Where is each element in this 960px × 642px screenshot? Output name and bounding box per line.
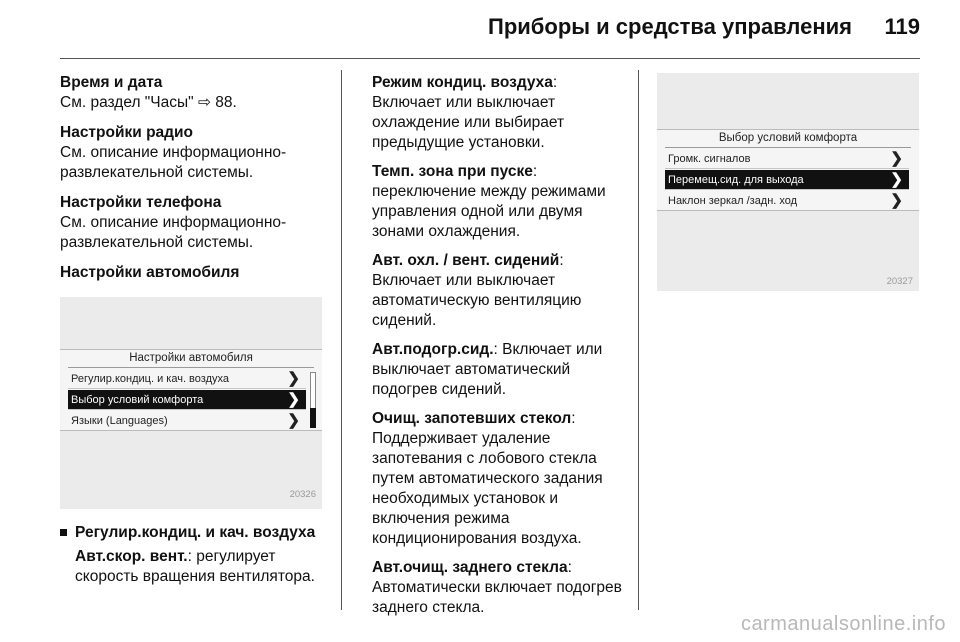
header-rule [60, 58, 920, 59]
display-panel [657, 129, 919, 211]
definition-item [372, 409, 628, 549]
menu-row [68, 411, 306, 431]
section-vehicle-settings [60, 263, 328, 283]
bullet-item [60, 523, 328, 543]
menu-row-label: Наклон зеркал /задн. ход [668, 195, 798, 207]
bullet-heading: Регулир.кондиц. и кач. воздуха [75, 524, 316, 541]
definition-term: Авт.скор. вент. [75, 548, 188, 565]
chevron-right-icon: ❯ [287, 412, 300, 429]
image-code: 20326 [289, 489, 316, 500]
chevron-right-icon: ❯ [287, 391, 300, 408]
menu-row-label: Громк. сигналов [668, 153, 751, 165]
definition-text: : Включает или выключает охлаждение или выбирает предыдущие установки. [372, 74, 565, 151]
section-phone-settings [60, 193, 328, 253]
chevron-right-icon: ❯ [287, 370, 300, 387]
screen-title: Настройки автомобиля [68, 350, 314, 368]
section-time-date [60, 73, 328, 113]
watermark: carmanualsonline.info [740, 613, 946, 635]
page-number: 119 [884, 14, 920, 39]
bullet-square-icon [60, 529, 67, 536]
definition-term: Режим кондиц. воздуха [372, 74, 553, 91]
display-panel [60, 349, 322, 431]
definition-text: : переключение между режимами управления одной или двумя зонами охлаждения. [372, 163, 606, 240]
definition-text: : Включает или выключает автоматическую вентиляцию сидений. [372, 252, 582, 329]
scrollbar-thumb [310, 408, 316, 428]
column-divider [341, 70, 342, 610]
section-heading: Время и дата [60, 74, 163, 91]
page-header [0, 0, 960, 60]
section-heading: Настройки радио [60, 124, 194, 141]
menu-row-selected [665, 170, 909, 190]
definition-text: : Включает или выключает автоматический подогрев сидений. [372, 341, 603, 398]
menu-row [665, 149, 909, 169]
definition-item [372, 251, 628, 331]
menu-row-label: Языки (Languages) [71, 415, 168, 427]
section-body: См. описание информационно-развлекательной системы. [60, 214, 287, 251]
definition-item [60, 547, 328, 587]
section-body: См. описание информационно-развлекательной системы. [60, 144, 287, 181]
left-column [60, 73, 328, 587]
definition-term: Авт. охл. / вент. сидений [372, 252, 560, 269]
definition-text: : Поддерживает удаление запотевания с лобового стекла путем автоматического задания необходимых установок и включения режима кондиционирования воздуха. [372, 410, 603, 547]
definition-item [372, 340, 628, 400]
image-code: 20327 [886, 276, 913, 287]
menu-row-label: Регулир.кондиц. и кач. воздуха [71, 373, 229, 385]
section-heading: Настройки автомобиля [60, 264, 240, 281]
middle-column [372, 73, 628, 627]
definition-term: Темп. зона при пуске [372, 163, 533, 180]
menu-row-label: Перемещ.сид. для выхода [668, 174, 804, 186]
section-heading: Настройки телефона [60, 194, 222, 211]
column-divider [638, 70, 639, 610]
definition-item [372, 162, 628, 242]
chevron-right-icon: ❯ [890, 171, 903, 188]
section-body: См. раздел "Часы" ⇨ 88. [60, 94, 237, 111]
definition-text: : Автоматически включает подогрев заднего стекла. [372, 559, 622, 616]
definition-item [372, 558, 628, 618]
menu-row-selected [68, 390, 306, 410]
definition-term: Авт.очищ. заднего стекла [372, 559, 568, 576]
menu-row [665, 191, 909, 211]
definition-text: : регулирует скорость вращения вентилятора. [75, 548, 315, 585]
definition-term: Авт.подогр.сид. [372, 341, 494, 358]
menu-row [68, 369, 306, 389]
section-radio-settings [60, 123, 328, 183]
definition-term: Очищ. запотевших стекол [372, 410, 572, 427]
menu-row-label: Выбор условий комфорта [71, 394, 204, 406]
definition-item [372, 73, 628, 153]
page-title: Приборы и средства управления [488, 14, 852, 39]
comfort-settings-screen-image [657, 73, 919, 291]
chevron-right-icon: ❯ [890, 150, 903, 167]
chevron-right-icon: ❯ [890, 192, 903, 209]
vehicle-settings-screen-image [60, 297, 322, 509]
screen-title: Выбор условий комфорта [665, 130, 911, 148]
